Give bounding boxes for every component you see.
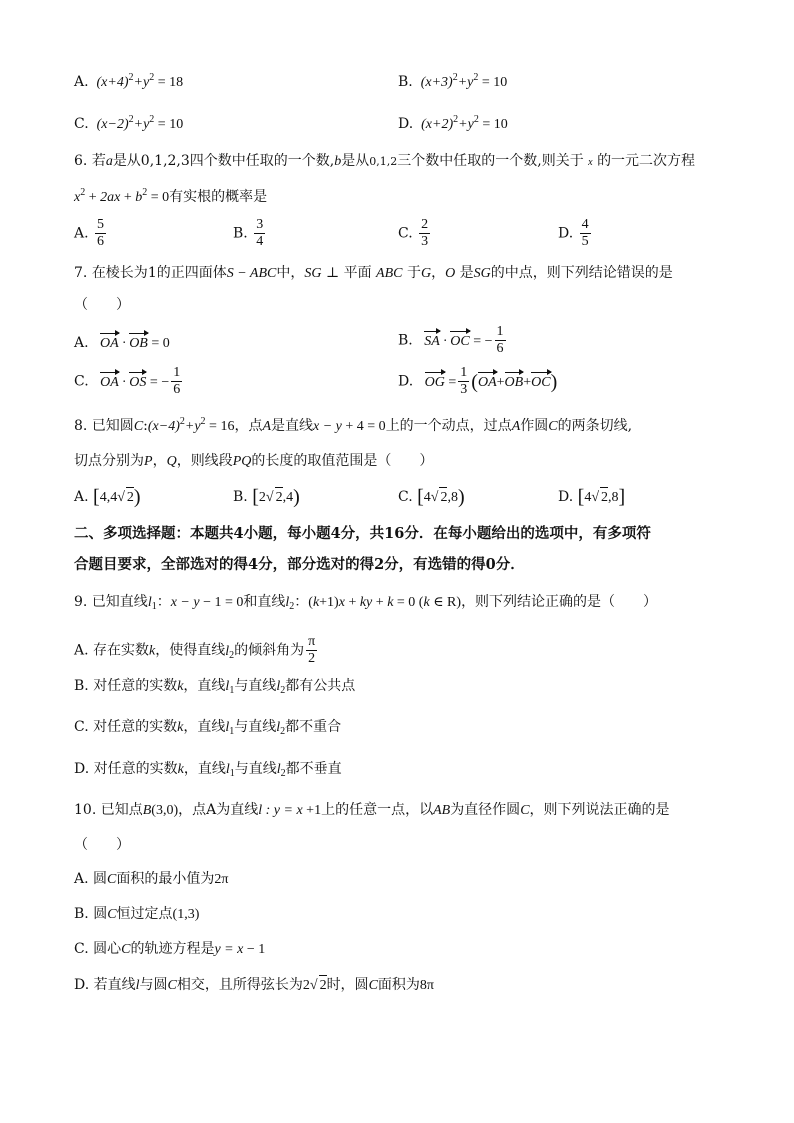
q5-option-d: D. $(x+2)^2+y^2 = 10$: [398, 114, 508, 132]
q6-option-a: A. $\frac{5}{6}$: [74, 217, 105, 249]
q9-option-c: C. 对任意的实数k，直线$l_1$与直线$l_2$都不重合: [74, 719, 342, 737]
q7-stem-line1: 7. 在棱长为1的正四面体S − ABC中，SG ⊥ 平面 ABC 于G，O 是SG的中点，则下列结论错误的是: [74, 265, 673, 281]
q8-stem-line1: 8. 已知圆$C:(x-4)^2+y^2 = 16$，点A是直线x − y + 4 = 0上的一个动点，过点A作圆C的两条切线,: [74, 416, 633, 434]
q7-paren: （ ）: [74, 297, 130, 313]
q6-option-b: B. $\frac{3}{4}$: [233, 217, 264, 249]
q7-option-c: C. OA · OS = − $\frac{1}{6}$: [74, 365, 181, 397]
q9-option-a: A. 存在实数k，使得直线$l_2$的倾斜角为 $\frac{\pi}{2}$: [74, 634, 316, 666]
q6-option-d: D. $\frac{4}{5}$: [558, 217, 589, 249]
q5-option-a-expr: $(x+4)^2+y^2 = 18$: [93, 72, 184, 90]
q6-stem-line1: 6. 若a是从0,1,2,3四个数中任取的一个数,b是从0,1,2三个数中任取的一个数,则关于 x 的一元二次方程: [74, 153, 696, 169]
section2-heading-line1: 二、多项选择题：本题共4小题，每小题4分，共16分．在每小题给出的选项中，有多项符: [74, 525, 651, 542]
section2-heading-line2: 合题目要求，全部选对的得4分，部分选对的得2分，有选错的得0分．: [74, 556, 525, 573]
q9-option-d: D. 对任意的实数k，直线$l_1$与直线$l_2$都不垂直: [74, 761, 342, 779]
q8-stem-line2: 切点分别为P，Q，则线段PQ的长度的取值范围是（ ）: [74, 453, 434, 469]
q10-paren: （ ）: [74, 837, 130, 853]
q7-option-d: D. OG = $\frac{1}{3}$ (OA+OB+OC): [398, 365, 558, 397]
q9-option-b: B. 对任意的实数k，直线$l_1$与直线$l_2$都有公共点: [74, 678, 356, 696]
q7-option-a: A. OA · OB = 0: [74, 333, 170, 354]
q8-option-d: D. [4√ 2,8]: [558, 486, 626, 508]
q6-option-c: C. $\frac{2}{3}$: [398, 217, 429, 249]
q5-option-a: A. $(x+4)^2+y^2 = 18$: [74, 72, 184, 90]
q10-option-a: A. 圆C面积的最小值为2π: [74, 871, 229, 887]
q10-option-d: D. 若直线l与圆C相交，且所得弦长为2√ 2时，圆C面积为8π: [74, 975, 434, 996]
q8-option-b: B. [2√ 2,4): [233, 486, 300, 508]
q6-stem-line2: $x^2 + 2ax + b^2 = 0$有实根的概率是: [74, 187, 268, 205]
q9-stem: 9. 已知直线$l_1$：x − y − 1 = 0和直线$l_2$：(k+1)x + ky + k = 0 (k ∈ R)，则下列结论正确的是（ ）: [74, 594, 658, 612]
q10-option-b: B. 圆C恒过定点(1,3): [74, 906, 200, 922]
q5-option-c: C. $(x-2)^2+y^2 = 10$: [74, 114, 184, 132]
q5-option-b: B. $(x+3)^2+y^2 = 10$: [398, 72, 508, 90]
q8-option-a: A. [4,4√ 2): [74, 486, 141, 508]
q8-option-c: C. [4√ 2,8): [398, 486, 465, 508]
q10-option-c: C. 圆心C的轨迹方程是y = x − 1: [74, 941, 266, 957]
q10-stem: 10. 已知点B(3,0)，点A为直线l : y = x +1上的任意一点，以AB为直径作圆C，则下列说法正确的是: [74, 802, 670, 818]
q7-option-b: B. SA · OC = − $\frac{1}{6}$: [398, 324, 504, 356]
